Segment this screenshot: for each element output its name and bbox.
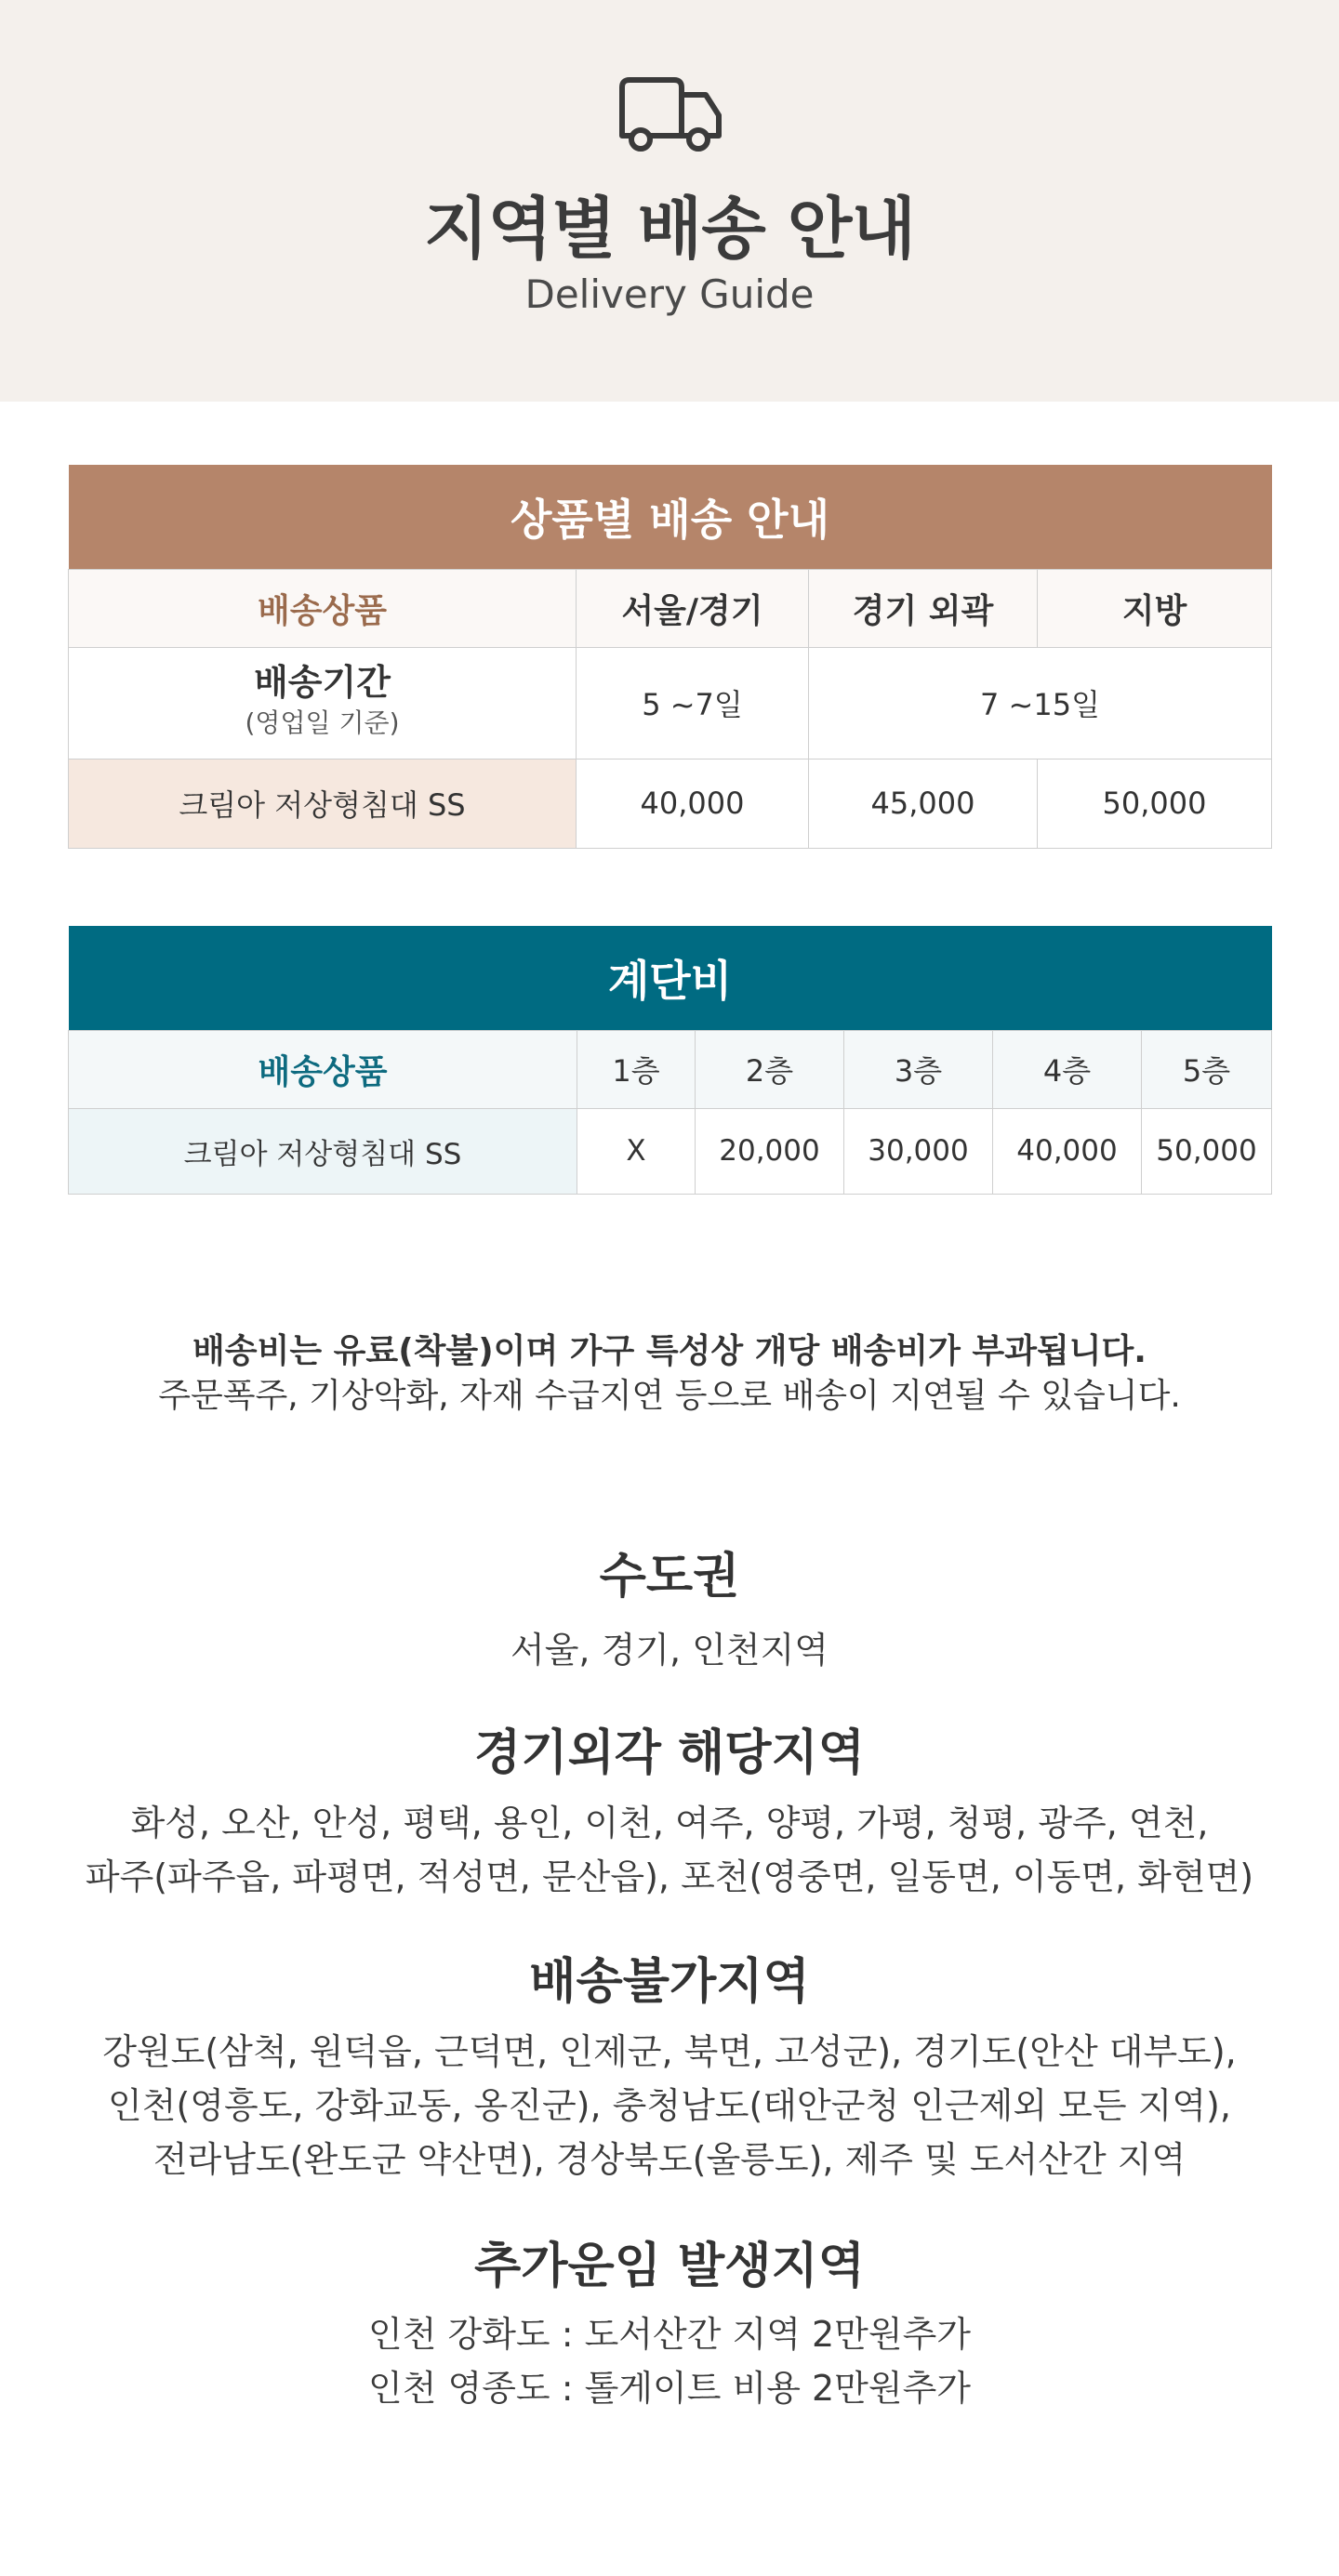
stairs-fee-table — [68, 926, 1272, 1195]
delivery-period-title: 배송기간 — [254, 662, 391, 703]
stairs-fee-floor-2: 20,000 — [696, 1108, 844, 1194]
header-band — [0, 0, 1339, 402]
stairs-header-floor-1: 1층 — [577, 1030, 696, 1108]
stairs-fee-floor-3: 30,000 — [844, 1108, 993, 1194]
region-line — [0, 2025, 1339, 2186]
delivery-period-label — [69, 647, 577, 759]
region-line-1: 강원도(삼척, 원덕읍, 근덕면, 인제군, 북면, 고성군), 경기도(안산 대부도), — [102, 2031, 1237, 2072]
region-line-1: 화성, 오산, 안성, 평택, 용인, 이천, 여주, 양평, 가평, 청평, 광주, 연천, — [130, 1803, 1209, 1843]
stairs-fee-floor-5: 50,000 — [1142, 1108, 1272, 1194]
region-extra-fee — [0, 2237, 1339, 2415]
header-gyeonggi-outskirts: 경기 외곽 — [809, 569, 1038, 647]
region-title: 수도권 — [599, 1549, 740, 1605]
region-line-2: 인천 영종도 : 톨게이트 비용 2만원추가 — [368, 2368, 971, 2409]
product-delivery-table — [68, 465, 1272, 849]
stairs-header-floor-3: 3층 — [844, 1030, 993, 1108]
page-subtitle: Delivery Guide — [524, 271, 815, 317]
product-table-caption: 상품별 배송 안내 — [69, 465, 1272, 569]
period-rest: 7 ~15일 — [809, 647, 1272, 759]
product-name: 크림아 저상형침대 SS — [69, 759, 577, 848]
stairs-product-name: 크림아 저상형침대 SS — [69, 1108, 577, 1194]
stairs-header-floor-5: 5층 — [1142, 1030, 1272, 1108]
truck-icon — [613, 74, 726, 156]
header-product: 배송상품 — [69, 569, 577, 647]
price-seoul: 40,000 — [577, 759, 809, 848]
stairs-header-floor-2: 2층 — [696, 1030, 844, 1108]
region-line — [0, 2307, 1339, 2415]
region-line-2: 인천(영흥도, 강화교동, 옹진군), 충청남도(태안군청 인근제외 모든 지역), — [108, 2085, 1231, 2126]
region-capital — [0, 1547, 1339, 1677]
delivery-period-note: (영업일 기준) — [245, 707, 400, 738]
price-provinces: 50,000 — [1038, 759, 1272, 848]
header-seoul-gyeonggi: 서울/경기 — [577, 569, 809, 647]
region-line-3: 전라남도(완도군 약산면), 경상북도(울릉도), 제주 및 도서산간 지역 — [152, 2139, 1187, 2180]
period-seoul: 5 ~7일 — [577, 647, 809, 759]
stairs-header-floor-4: 4층 — [993, 1030, 1142, 1108]
notice-delay: 주문폭주, 기상악화, 자재 수급지연 등으로 배송이 지연될 수 있습니다. — [158, 1377, 1181, 1415]
region-title: 추가운임 발생지역 — [474, 2239, 865, 2294]
region-gyeonggi-outskirts — [0, 1724, 1339, 1904]
region-line-1: 인천 강화도 : 도서산간 지역 2만원추가 — [368, 2314, 971, 2355]
region-undeliverable — [0, 1952, 1339, 2186]
region-line — [0, 1796, 1339, 1904]
region-line: 서울, 경기, 인천지역 — [510, 1630, 829, 1671]
region-title: 배송불가지역 — [529, 1954, 810, 2010]
header-provinces: 지방 — [1038, 569, 1272, 647]
notice-fee: 배송비는 유료(착불)이며 가구 특성상 개당 배송비가 부과됩니다. — [192, 1332, 1147, 1370]
region-line-2: 파주(파주읍, 파평면, 적성면, 문산읍), 포천(영중면, 일동면, 이동면, 화현면) — [85, 1856, 1254, 1897]
stairs-fee-floor-1: X — [577, 1108, 696, 1194]
price-outskirts: 45,000 — [809, 759, 1038, 848]
region-title: 경기외각 해당지역 — [474, 1725, 865, 1781]
delivery-notice — [0, 1329, 1339, 1419]
stairs-header-product: 배송상품 — [69, 1030, 577, 1108]
stairs-table-caption: 계단비 — [69, 926, 1272, 1030]
page-title: 지역별 배송 안내 — [424, 190, 915, 268]
stairs-fee-floor-4: 40,000 — [993, 1108, 1142, 1194]
